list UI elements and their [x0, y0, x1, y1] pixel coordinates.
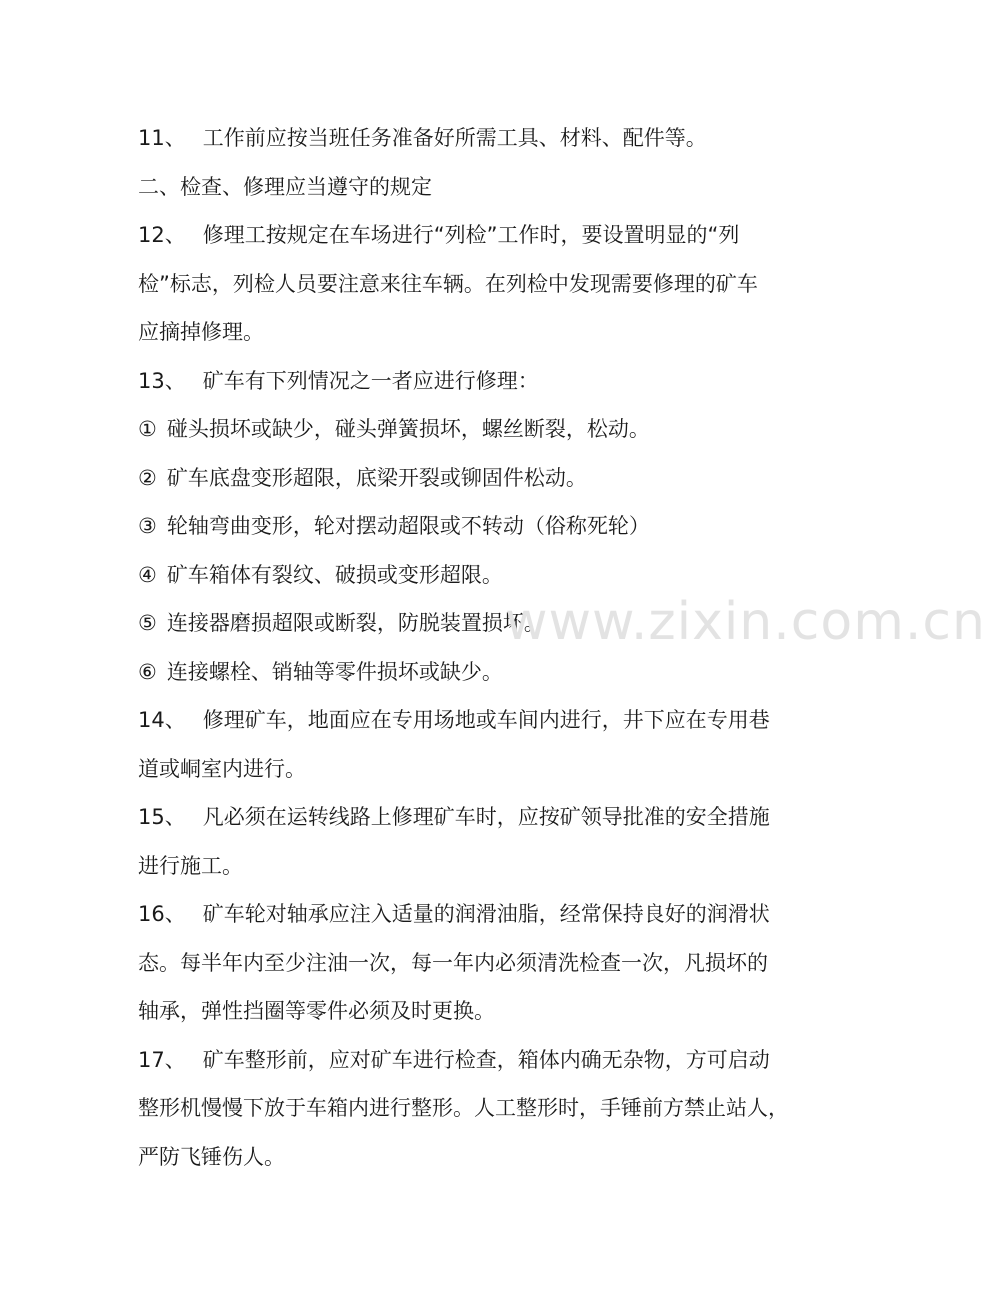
line-7: [138, 405, 788, 454]
item-number: 16、: [138, 902, 186, 926]
line-text: 轴承，弹性挡圈等零件必须及时更换。: [138, 999, 495, 1023]
line-text: 修理工按规定在车场进行“列检”工作时，要设置明显的“列: [202, 223, 740, 247]
line-15: [138, 793, 788, 842]
line-3: [138, 211, 788, 260]
line-text: 进行施工。: [138, 853, 243, 878]
line-text: 工作前应按当班任务准备好所需工具、材料、配件等。: [202, 126, 707, 150]
line-text: 态。每半年内至少注油一次，每一年内必须清洗检查一次，凡损坏的: [138, 950, 768, 975]
item-number: ③: [138, 514, 157, 538]
item-number: 11、: [138, 126, 186, 150]
line-text: 严防飞锤伤人。: [138, 1144, 285, 1169]
watermark: www.zixin.com.cn: [505, 592, 986, 652]
line-text: 矿车箱体有裂纹、破损或变形超限。: [166, 562, 503, 587]
line-5: [138, 308, 788, 357]
line-text: 连接器磨损超限或断裂，防脱装置损坏。: [166, 611, 545, 635]
item-number: ②: [138, 465, 157, 490]
line-14: [138, 745, 788, 794]
line-19: [138, 987, 788, 1036]
line-12: [138, 648, 788, 697]
line-text: 道或峒室内进行。: [138, 756, 306, 781]
line-text: 矿车轮对轴承应注入适量的润滑油脂，经常保持良好的润滑状: [202, 902, 770, 926]
line-4: [138, 260, 788, 309]
line-text: 矿车底盘变形超限，底梁开裂或铆固件松动。: [166, 465, 587, 490]
line-1: [138, 114, 788, 163]
line-text: 检”标志，列检人员要注意来往车辆。在列检中发现需要修理的矿车: [138, 271, 758, 296]
item-number: 14、: [138, 708, 186, 732]
section-heading: [138, 163, 788, 212]
item-number: ①: [138, 417, 157, 441]
line-16: [138, 842, 788, 891]
line-22: [138, 1133, 788, 1182]
item-number: 15、: [138, 805, 186, 829]
line-17: [138, 890, 788, 939]
item-number: 17、: [138, 1047, 186, 1072]
line-text: 连接螺栓、销轴等零件损坏或缺少。: [166, 659, 503, 684]
line-text: 凡必须在运转线路上修理矿车时，应按矿领导批准的安全措施: [202, 805, 770, 829]
line-18: [138, 939, 788, 988]
line-21: [138, 1084, 788, 1133]
line-text: 整形机慢慢下放于车箱内进行整形。人工整形时，手锤前方禁止站人，: [138, 1096, 789, 1120]
item-number: ⑥: [138, 659, 157, 684]
line-text: 轮轴弯曲变形，轮对摆动超限或不转动（俗称死轮）: [166, 514, 650, 538]
line-text: 修理矿车，地面应在专用场地或车间内进行，井下应在专用巷: [202, 708, 770, 732]
line-text: 碰头损坏或缺少，碰头弹簧损坏，螺丝断裂，松动。: [166, 417, 650, 441]
item-number: ⑤: [138, 611, 157, 635]
line-text: 二、检查、修理应当遵守的规定: [138, 174, 432, 199]
line-text: 应摘掉修理。: [138, 320, 264, 344]
line-text: 矿车整形前，应对矿车进行检查，箱体内确无杂物，方可启动: [202, 1047, 770, 1072]
line-9: [138, 502, 788, 551]
item-number: 12、: [138, 223, 186, 247]
item-number: ④: [138, 562, 157, 587]
line-13: [138, 696, 788, 745]
line-6: [138, 357, 788, 406]
line-text: 矿车有下列情况之一者应进行修理：: [202, 368, 539, 393]
item-number: 13、: [138, 368, 186, 393]
line-20: [138, 1036, 788, 1085]
line-8: [138, 454, 788, 503]
